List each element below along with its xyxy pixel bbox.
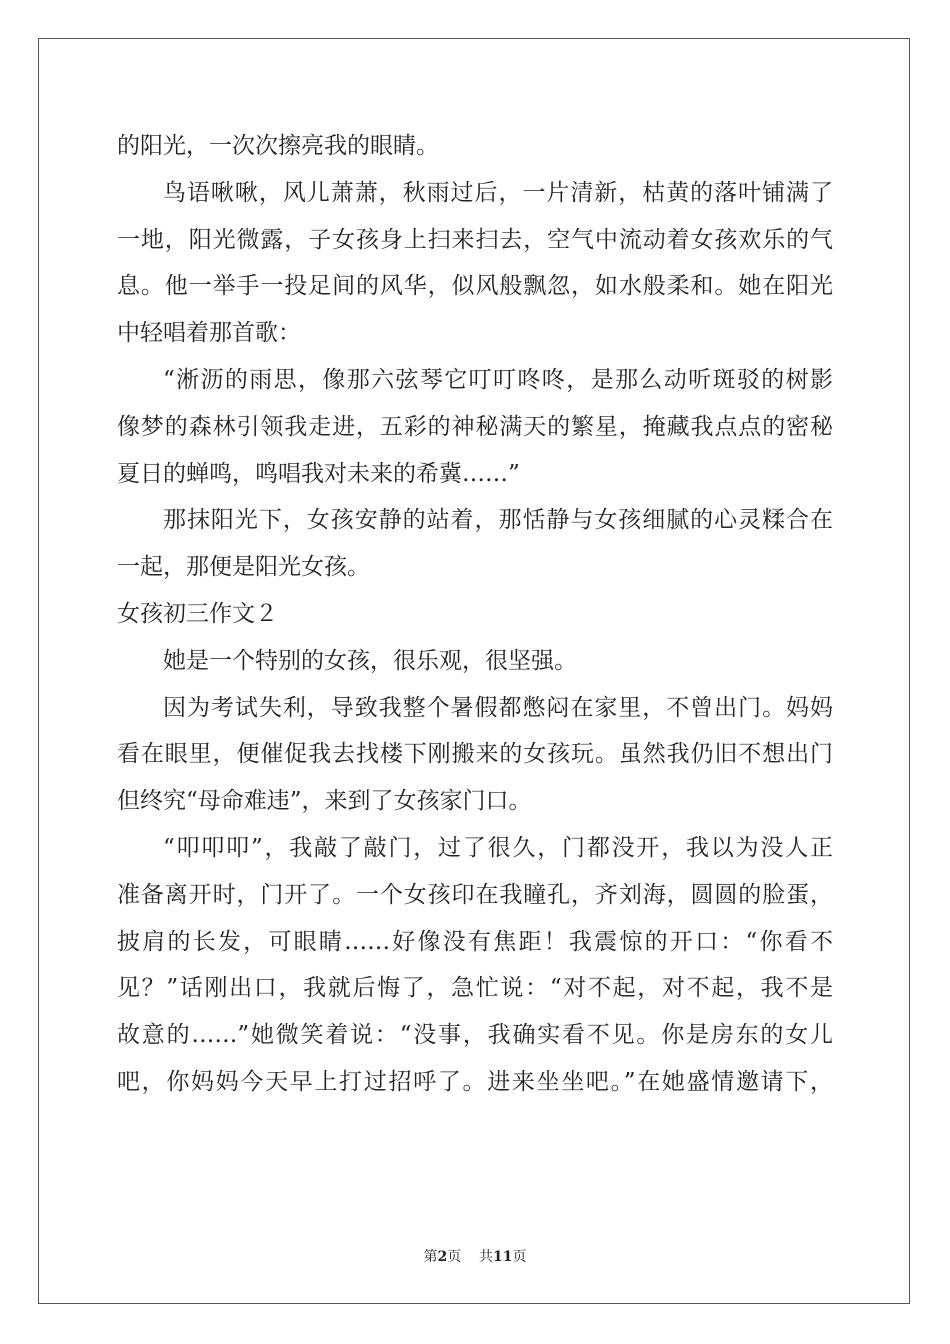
text-line: 中轻唱着那首歌： bbox=[117, 320, 301, 347]
text-line: 鸟语啾啾，风儿萧萧，秋雨过后，一片清新，枯黄的落叶铺满了 bbox=[163, 179, 833, 206]
text-line: 但终究“母命难违”，来到了女孩家门口。 bbox=[117, 788, 532, 815]
total-prefix: 共 bbox=[479, 1249, 494, 1265]
section-heading: 女孩初三作文２ bbox=[117, 600, 278, 627]
page-prefix: 第 bbox=[423, 1249, 438, 1265]
page-current: 2 bbox=[437, 1249, 448, 1265]
text-line: 吧，你妈妈今天早上打过招呼了。进来坐坐吧。”在她盛情邀请下， bbox=[117, 1068, 833, 1095]
document-body bbox=[117, 123, 833, 1106]
text-line: 的阳光，一次次擦亮我的眼睛。 bbox=[117, 133, 439, 159]
text-line: 见？”话刚出口，我就后悔了，急忙说：“对不起，对不起，我不是 bbox=[117, 975, 833, 1002]
text-line: “淅沥的雨思，像那六弦琴它叮叮咚咚，是那么动听斑驳的树影 bbox=[163, 366, 833, 393]
text-line: 那抹阳光下，女孩安静的站着，那恬静与女孩细腻的心灵糅合在 bbox=[163, 507, 833, 534]
page-suffix: 页 bbox=[447, 1249, 462, 1265]
total-suffix: 页 bbox=[512, 1249, 527, 1265]
text-line: 一起，那便是阳光女孩。 bbox=[117, 554, 370, 581]
text-line: 看在眼里，便催促我去找楼下刚搬来的女孩玩。虽然我仍旧不想出门 bbox=[117, 741, 833, 768]
text-line: “叩叩叩”，我敲了敲门，过了很久，门都没开，我以为没人正 bbox=[163, 834, 833, 861]
text-line: 故意的……”她微笑着说：“没事，我确实看不见。你是房东的女儿 bbox=[117, 1022, 833, 1049]
text-line: 准备离开时，门开了。一个女孩印在我瞳孔，齐刘海，圆圆的脸蛋， bbox=[117, 881, 833, 908]
text-line: 一地，阳光微露，子女孩身上扫来扫去，空气中流动着女孩欢乐的气 bbox=[117, 226, 833, 253]
text-line: 她是一个特别的女孩，很乐观，很坚强。 bbox=[163, 647, 577, 674]
text-line: 披肩的长发，可眼睛……好像没有焦距！我震惊的开口：“你看不 bbox=[117, 928, 833, 955]
text-line: 像梦的森林引领我走进，五彩的神秘满天的繁星，掩藏我点点的密秘 bbox=[117, 413, 833, 440]
page-total: 11 bbox=[493, 1249, 513, 1265]
text-line: 息。他一举手一投足间的风华，似风般飘忽，如水般柔和。她在阳光 bbox=[117, 273, 833, 300]
page-footer bbox=[0, 1246, 950, 1266]
text-line: 夏日的蝉鸣，鸣唱我对未来的希冀……” bbox=[117, 460, 520, 487]
text-line: 因为考试失利，导致我整个暑假都憋闷在家里，不曾出门。妈妈 bbox=[163, 694, 833, 721]
